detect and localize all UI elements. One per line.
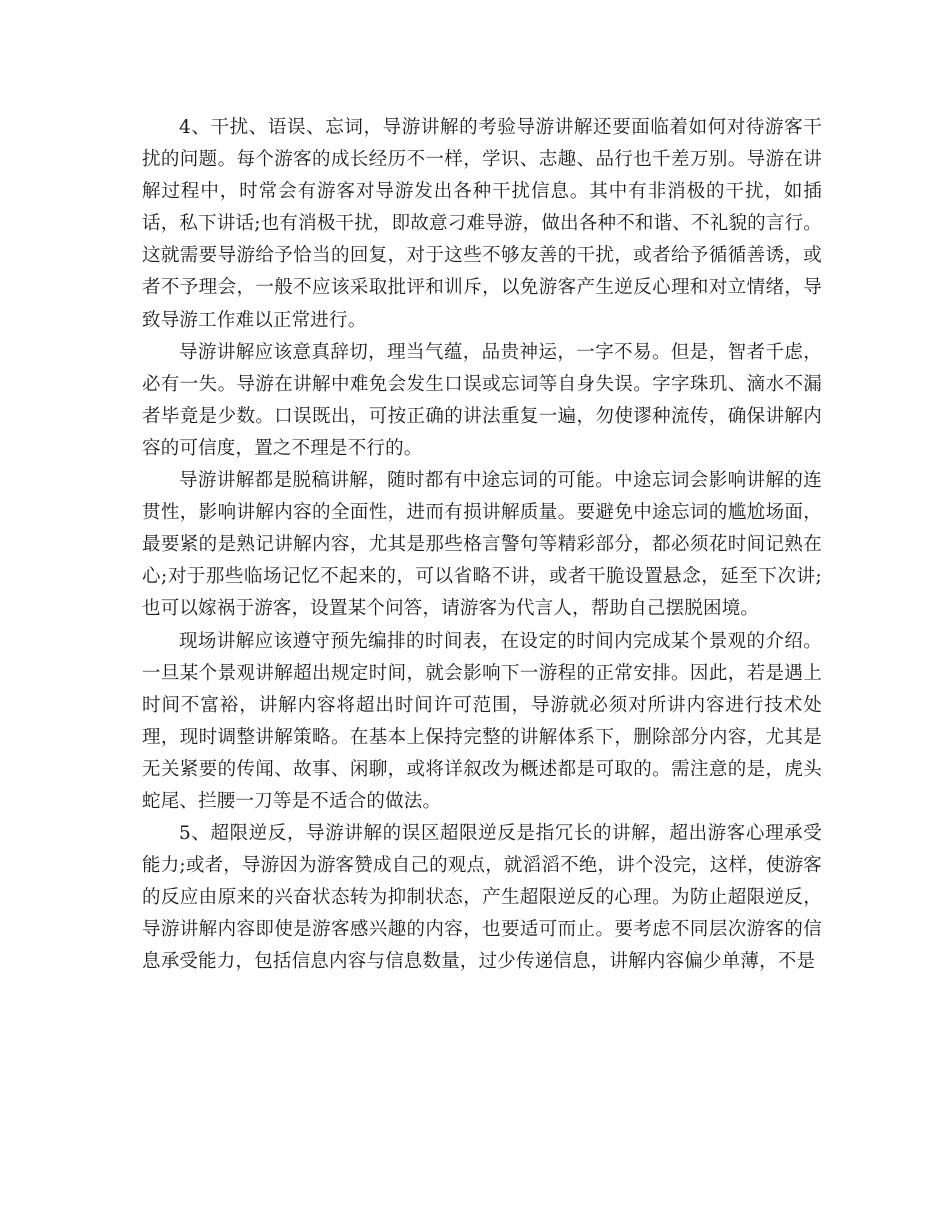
paragraph-interference: 4、干扰、语误、忘词，导游讲解的考验导游讲解还要面临着如何对待游客干扰的问题。每个游客的成长经历不一样，学识、志趣、品行也千差万别。导游在讲解过程中，时常会有游客对导游发出各种干扰信息。其中有非消极的干扰，如插话，私下讲话;也有消极干扰，即故意刁难导游，做出各种不和谐、不礼貌的言行。这就需要导游给予恰当的回复，对于这些不够友善的干扰，或者给予循循善诱，或者不予理会，一般不应该采取批评和训斥，以免游客产生逆反心理和对立情绪，导致导游工作难以正常进行。	[142, 117, 822, 331]
paragraph-slip-of-tongue: 导游讲解应该意真辞切，理当气蕴，品贵神运，一字不易。但是，智者千虑，必有一失。导游在讲解中难免会发生口误或忘词等自身失误。字字珠玑、滴水不漏者毕竟是少数。口误既出，可按正确的讲法重复一遍，勿使谬种流传，确保讲解内容的可信度，置之不理是不行的。	[142, 341, 822, 459]
document-body	[142, 112, 822, 979]
paragraph-time-management: 现场讲解应该遵守预先编排的时间表，在设定的时间内完成某个景观的介绍。一旦某个景观讲解超出规定时间，就会影响下一游程的正常安排。因此，若是遇上时间不富裕，讲解内容将超出时间许可范围，导游就必须对所讲内容进行技术处理，现时调整讲解策略。在基本上保持完整的讲解体系下，删除部分内容，尤其是无关紧要的传闻、故事、闲聊，或将详叙改为概述都是可取的。需注意的是，虎头蛇尾、拦腰一刀等是不适合的做法。	[142, 630, 822, 812]
paragraph-over-limit: 5、超限逆反，导游讲解的误区超限逆反是指冗长的讲解，超出游客心理承受能力;或者，导游因为游客赞成自己的观点，就滔滔不绝，讲个没完，这样，使游客的反应由原来的兴奋状态转为抑制状态，产生超限逆反的心理。为防止超限逆反，导游讲解内容即使是游客感兴趣的内容，也要适可而止。要考虑不同层次游客的信息承受能力，包括信息内容与信息数量，过少传递信息，讲解内容偏少单薄，不是	[142, 823, 822, 973]
paragraph-forgetting-words: 导游讲解都是脱稿讲解，随时都有中途忘词的可能。中途忘词会影响讲解的连贯性，影响讲解内容的全面性，进而有损讲解质量。要避免中途忘词的尴尬场面，最要紧的是熟记讲解内容，尤其是那些格言警句等精彩部分，都必须花时间记熟在心;对于那些临场记忆不起来的，可以省略不讲，或者干脆设置悬念，延至下次讲;也可以嫁祸于游客，设置某个问答，请游客为代言人，帮助自己摆脱困境。	[142, 470, 822, 620]
